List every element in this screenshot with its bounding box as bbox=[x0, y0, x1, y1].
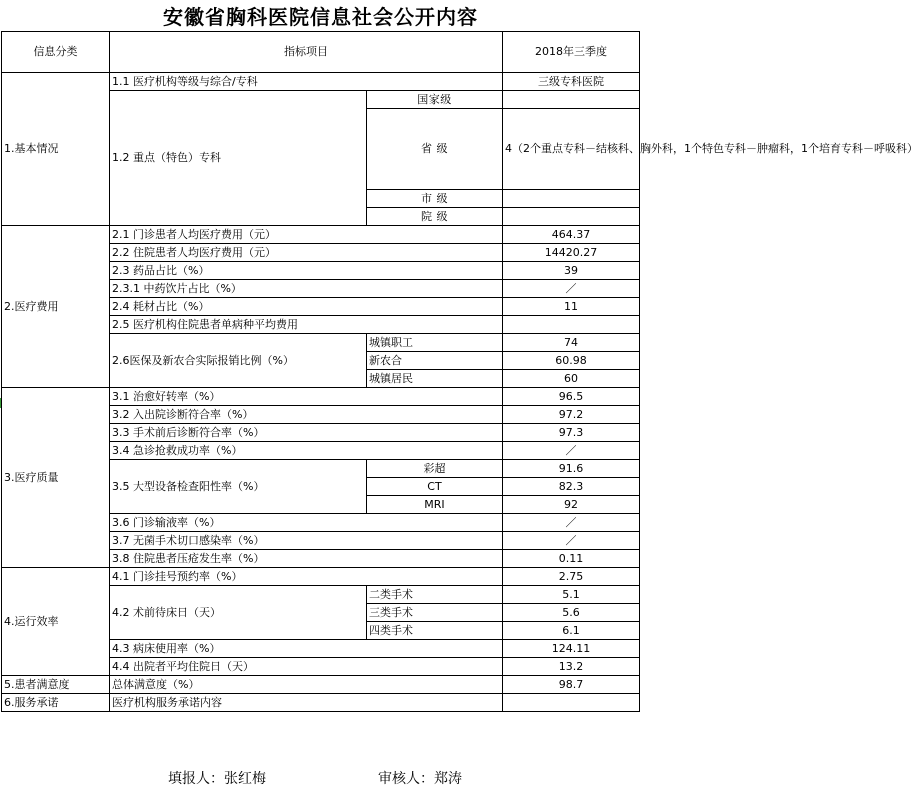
sub-label: 三类手术 bbox=[367, 604, 503, 622]
item-label: 2.5 医疗机构住院患者单病种平均费用 bbox=[110, 316, 503, 334]
item-label: 3.3 手术前后诊断符合率（%） bbox=[110, 424, 503, 442]
item-value: 74 bbox=[503, 334, 640, 352]
item-label: 2.3.1 中药饮片占比（%） bbox=[110, 280, 503, 298]
item-value: ／ bbox=[503, 442, 640, 460]
item-value: 91.6 bbox=[503, 460, 640, 478]
item-value bbox=[503, 190, 640, 208]
table-row bbox=[2, 226, 640, 244]
table-row bbox=[2, 676, 640, 694]
item-value: ／ bbox=[503, 280, 640, 298]
item-value: 82.3 bbox=[503, 478, 640, 496]
table-row bbox=[2, 694, 640, 712]
category-cost: 2.医疗费用 bbox=[2, 226, 110, 388]
sub-label: 彩超 bbox=[367, 460, 503, 478]
item-value: 96.5 bbox=[503, 388, 640, 406]
item-label: 3.2 入出院诊断符合率（%） bbox=[110, 406, 503, 424]
sub-label: 二类手术 bbox=[367, 586, 503, 604]
item-value: 2.75 bbox=[503, 568, 640, 586]
sub-label: 城镇职工 bbox=[367, 334, 503, 352]
item-value: 三级专科医院 bbox=[503, 73, 640, 91]
item-value bbox=[503, 208, 640, 226]
item-value: 92 bbox=[503, 496, 640, 514]
sub-label: MRI bbox=[367, 496, 503, 514]
item-value: 6.1 bbox=[503, 622, 640, 640]
item-label: 2.2 住院患者人均医疗费用（元） bbox=[110, 244, 503, 262]
item-value: 4（2个重点专科－结核科、胸外科，1个特色专科－肿瘤科，1个培育专科－呼吸科） bbox=[503, 109, 640, 190]
header-category: 信息分类 bbox=[2, 32, 110, 73]
item-value: 5.6 bbox=[503, 604, 640, 622]
item-value bbox=[503, 91, 640, 109]
signature-footer bbox=[0, 766, 641, 788]
item-value: 13.2 bbox=[503, 658, 640, 676]
category-efficiency: 4.运行效率 bbox=[2, 568, 110, 676]
item-value: 97.2 bbox=[503, 406, 640, 424]
sub-label: 四类手术 bbox=[367, 622, 503, 640]
item-label: 4.3 病床使用率（%） bbox=[110, 640, 503, 658]
reporter-label: 填报人：张红梅 bbox=[168, 771, 266, 787]
sub-label: 院 级 bbox=[367, 208, 503, 226]
item-label: 3.1 治愈好转率（%） bbox=[110, 388, 503, 406]
header-period: 2018年三季度 bbox=[503, 32, 640, 73]
item-label: 1.1 医疗机构等级与综合/专科 bbox=[110, 73, 503, 91]
sub-label: 新农合 bbox=[367, 352, 503, 370]
header-item: 指标项目 bbox=[110, 32, 503, 73]
item-label: 1.2 重点（特色）专科 bbox=[110, 91, 367, 226]
item-value: 14420.27 bbox=[503, 244, 640, 262]
item-value: 11 bbox=[503, 298, 640, 316]
category-service: 6.服务承诺 bbox=[2, 694, 110, 712]
item-value: 5.1 bbox=[503, 586, 640, 604]
item-label: 3.4 急诊抢救成功率（%） bbox=[110, 442, 503, 460]
item-label: 4.4 出院者平均住院日（天） bbox=[110, 658, 503, 676]
item-label: 3.7 无菌手术切口感染率（%） bbox=[110, 532, 503, 550]
category-satisfaction: 5.患者满意度 bbox=[2, 676, 110, 694]
item-value: ／ bbox=[503, 514, 640, 532]
item-value: 464.37 bbox=[503, 226, 640, 244]
category-quality: 3.医疗质量 bbox=[2, 388, 110, 568]
sub-label: 国家级 bbox=[367, 91, 503, 109]
item-label: 3.5 大型设备检查阳性率（%） bbox=[110, 460, 367, 514]
page-title: 安徽省胸科医院信息社会公开内容 bbox=[163, 5, 478, 29]
item-label: 医疗机构服务承诺内容 bbox=[110, 694, 503, 712]
sub-label: 市 级 bbox=[367, 190, 503, 208]
item-label: 2.4 耗材占比（%） bbox=[110, 298, 503, 316]
category-basic: 1.基本情况 bbox=[2, 73, 110, 226]
item-value: 124.11 bbox=[503, 640, 640, 658]
item-label: 2.6医保及新农合实际报销比例（%） bbox=[110, 334, 367, 388]
sub-label: 城镇居民 bbox=[367, 370, 503, 388]
sub-label: 省 级 bbox=[367, 109, 503, 190]
item-value: 60 bbox=[503, 370, 640, 388]
item-label: 2.3 药品占比（%） bbox=[110, 262, 503, 280]
item-label: 2.1 门诊患者人均医疗费用（元） bbox=[110, 226, 503, 244]
item-value bbox=[503, 316, 640, 334]
item-value bbox=[503, 694, 640, 712]
header-row bbox=[2, 32, 640, 73]
reviewer-label: 审核人：郑涛 bbox=[378, 771, 462, 787]
item-value: 97.3 bbox=[503, 424, 640, 442]
item-label: 4.2 术前待床日（天） bbox=[110, 586, 367, 640]
item-label: 3.6 门诊输液率（%） bbox=[110, 514, 503, 532]
item-label: 3.8 住院患者压疮发生率（%） bbox=[110, 550, 503, 568]
item-value: 0.11 bbox=[503, 550, 640, 568]
item-label: 总体满意度（%） bbox=[110, 676, 503, 694]
sub-label: CT bbox=[367, 478, 503, 496]
table-row bbox=[2, 388, 640, 406]
item-value: 39 bbox=[503, 262, 640, 280]
item-value: 60.98 bbox=[503, 352, 640, 370]
disclosure-table bbox=[1, 31, 918, 712]
item-value: 98.7 bbox=[503, 676, 640, 694]
table-row bbox=[2, 73, 640, 91]
table-row bbox=[2, 568, 640, 586]
item-label: 4.1 门诊挂号预约率（%） bbox=[110, 568, 503, 586]
item-value: ／ bbox=[503, 532, 640, 550]
